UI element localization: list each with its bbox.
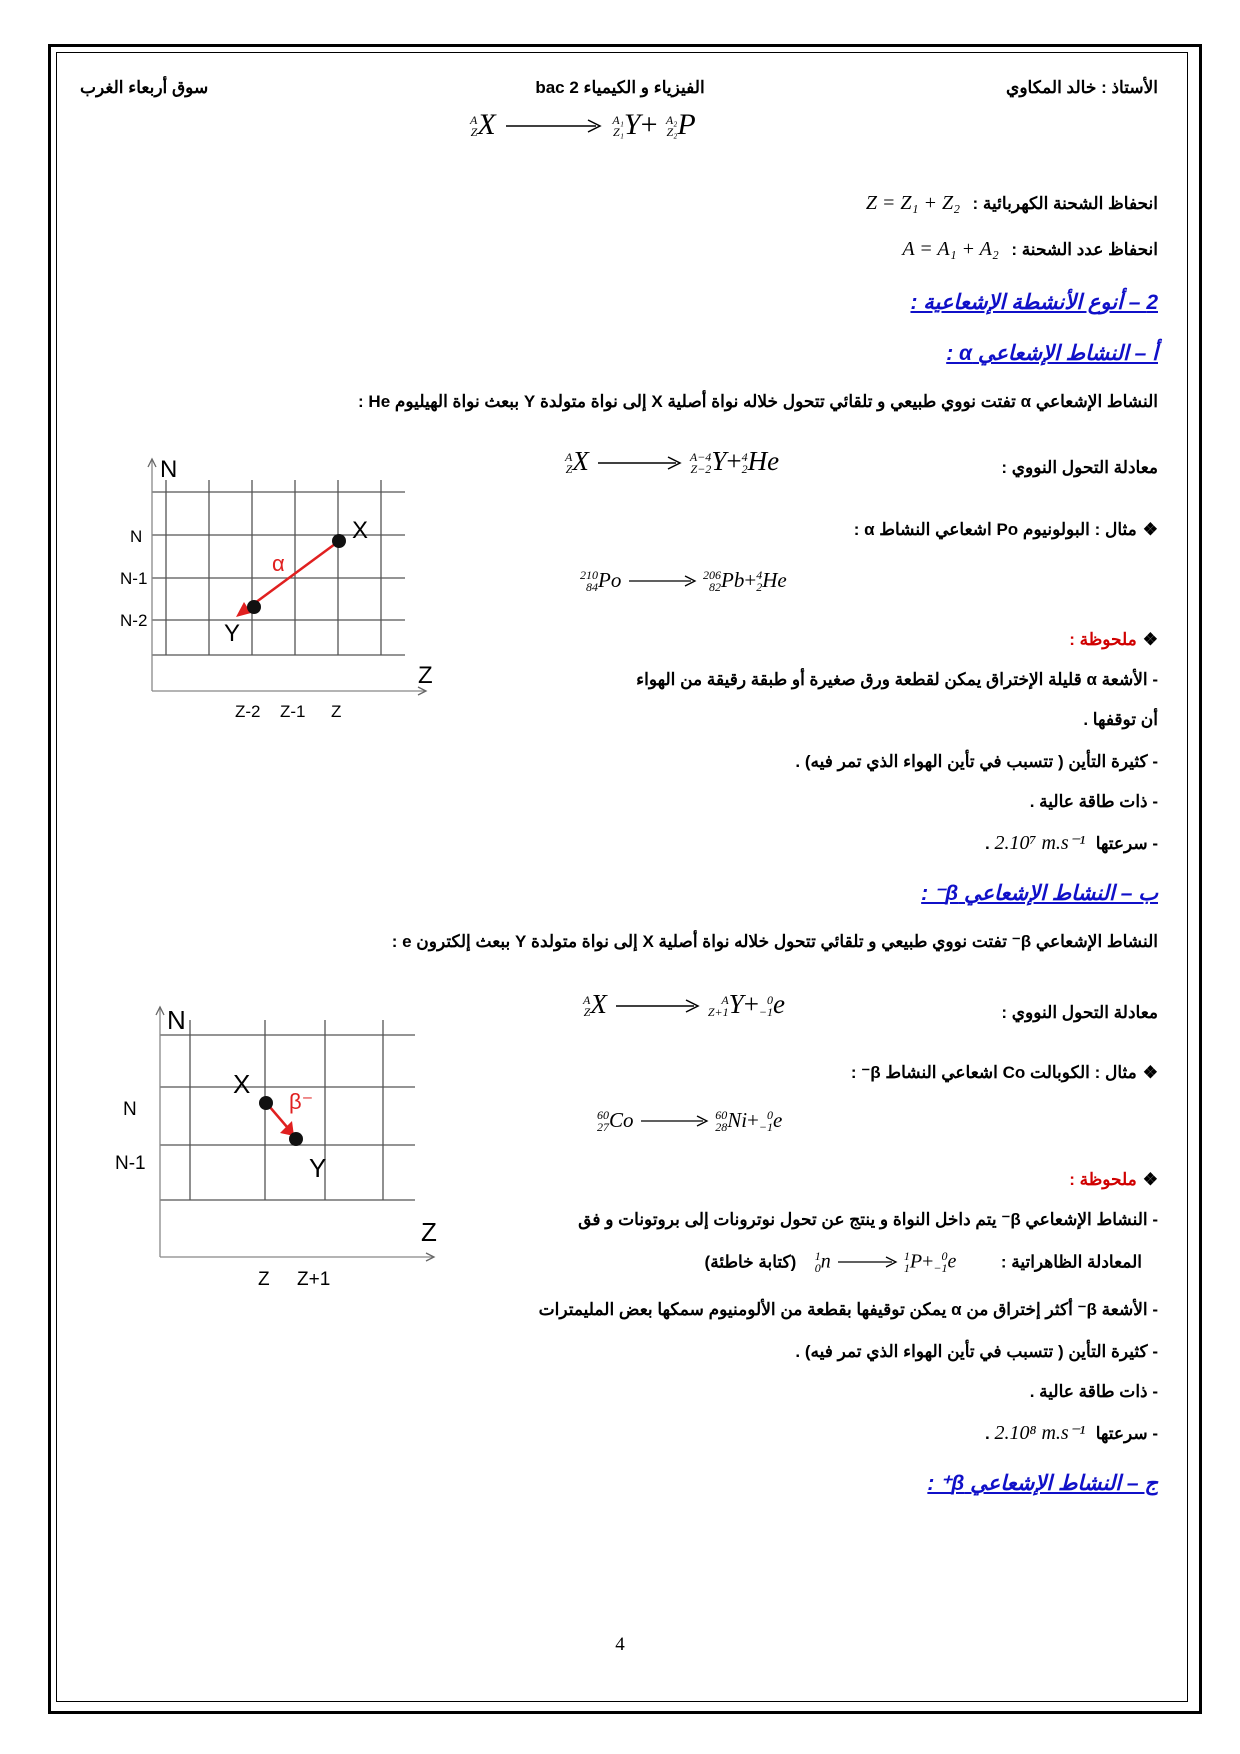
alpha-ylabel-n: N — [130, 527, 143, 546]
alpha-note-2: - كثيرة التأين ( تتسبب في تأين الهواء الذي تمر فيه) . — [795, 752, 1158, 771]
alpha-definition: النشاط الإشعاعي α تفتت نووي طبيعي و تلقائي تتحول خلاله نواة أصلية X إلى نواة متولدة Y ببعث نواة الهيليوم He : — [358, 392, 1158, 411]
beta-grid — [160, 1020, 415, 1200]
alpha-note-3: - ذات طاقة عالية . — [1029, 792, 1158, 811]
beta-label-x: X — [233, 1069, 251, 1099]
alpha-ylabel-n1: N-1 — [120, 569, 148, 588]
beta-decay-diagram — [115, 1005, 445, 1295]
alpha-daughter-nucleus — [247, 600, 261, 614]
beta-label-particle: β⁻ — [289, 1089, 314, 1114]
alpha-label-particle: α — [272, 551, 285, 576]
charge-conservation: انحفاظ الشحنة الكهربائية : Z = Z₁ + Z₂ — [865, 192, 1158, 214]
alpha-example: ❖مثال : البولونيوم Po اشعاعي النشاط α : — [853, 520, 1158, 539]
alpha-label-y: Y — [224, 620, 241, 647]
alpha-note-title: ❖ملحوظة : — [1069, 630, 1158, 649]
alpha-xlabel-z1: Z-1 — [280, 702, 306, 721]
alpha-axis-n: N — [160, 456, 178, 483]
alpha-xlabel-z2: Z-2 — [235, 702, 261, 721]
teacher-name: الأستاذ : خالد المكاوي — [1006, 78, 1158, 97]
beta-note-2: - الأشعة β⁻ أكثر إختراق من α يمكن توقيفها بقطعة من الألومنيوم سمكها بعض المليمترات — [538, 1300, 1158, 1319]
beta-note-5: - سرعتها 2.10⁸ m.s⁻¹ . — [985, 1422, 1158, 1444]
alpha-equation-label: معادلة التحول النووي : — [1001, 458, 1158, 477]
beta-daughter-nucleus — [289, 1132, 303, 1146]
polonium-equation: 210 84 Po 206 82 Pb+ 4 2 He — [580, 568, 787, 595]
beta-ylabel-n: N — [123, 1099, 137, 1120]
alpha-parent-nucleus — [332, 534, 346, 548]
beta-decay-arrow — [269, 1106, 287, 1127]
beta-plus-title: ج – النشاط الإشعاعي β⁺ : — [927, 1472, 1158, 1495]
general-decay-equation: A Z X A₁ Z₁ Y+ A₂ Z₂ P — [470, 108, 696, 141]
beta-parent-nucleus — [259, 1096, 273, 1110]
beta-axis-n: N — [167, 1005, 186, 1035]
beta-axis-z: Z — [421, 1217, 437, 1247]
alpha-note-4: - سرعتها 2.10⁷ m.s⁻¹ . — [985, 832, 1158, 854]
beta-label-y: Y — [309, 1153, 327, 1183]
mass-conservation: انحفاظ عدد الشحنة : A = A₁ + A₂ — [902, 238, 1158, 260]
beta-note-4: - ذات طاقة عالية . — [1029, 1382, 1158, 1401]
beta-note-title: ❖ملحوظة : — [1069, 1170, 1158, 1189]
page-number: 4 — [615, 1634, 625, 1655]
alpha-note-1: - الأشعة α قليلة الإختراق يمكن لقطعة ورق صغيرة أو طبقة رقيقة من الهواء — [636, 670, 1158, 689]
beta-ylabel-n1: N-1 — [115, 1153, 146, 1174]
subject-title: الفيزياء و الكيمياء 2 bac — [535, 78, 705, 97]
cobalt-equation: 60 27 Co 60 28 Ni+ 0 −1 e — [597, 1108, 783, 1135]
beta-xlabel-z: Z — [258, 1269, 270, 1290]
alpha-decay-diagram — [120, 455, 450, 755]
alpha-ylabel-n2: N-2 — [120, 611, 148, 630]
beta-equation-label: معادلة التحول النووي : — [1001, 1003, 1158, 1022]
beta-note-1: - النشاط الإشعاعي β⁻ يتم داخل النواة و ينتج عن تحول نوترونات إلى بروتونات و فق — [578, 1210, 1158, 1229]
alpha-xlabel-z: Z — [331, 702, 342, 721]
alpha-label-x: X — [352, 517, 369, 544]
alpha-equation: A Z X A−4 Z−2 Y+ 4 2 He — [565, 446, 780, 476]
beta-example: ❖مثال : الكوبالت Co اشعاعي النشاط β⁻ : — [850, 1063, 1158, 1082]
alpha-axis-z: Z — [418, 662, 433, 689]
beta-xlabel-z1: Z+1 — [297, 1269, 331, 1290]
beta-minus-definition: النشاط الإشعاعي β⁻ تفتت نووي طبيعي و تلقائي تتحول خلاله نواة أصلية X إلى نواة متولدة Y ببعث إلكترون e : — [391, 932, 1158, 951]
alpha-note-1b: أن توقفها . — [1083, 710, 1158, 729]
beta-apparent-equation: المعادلة الظاهراتية : 1 0 n 1 1 P+ 0 −1 e (كتابة خاطئة) — [704, 1249, 1142, 1275]
beta-equation: A Z X A Z+1 Y+ 0 −1 e — [583, 989, 786, 1019]
school-name: سوق أربعاء الغرب — [80, 78, 209, 97]
section-2-title: 2 – أنوع الأنشطة الإشعاعية : — [910, 291, 1158, 314]
beta-note-3: - كثيرة التأين ( تتسبب في تأين الهواء الذي تمر فيه) . — [795, 1342, 1158, 1361]
beta-minus-title: ب – النشاط الإشعاعي β⁻ : — [921, 882, 1158, 905]
alpha-title: أ – النشاط الإشعاعي α : — [946, 342, 1158, 365]
